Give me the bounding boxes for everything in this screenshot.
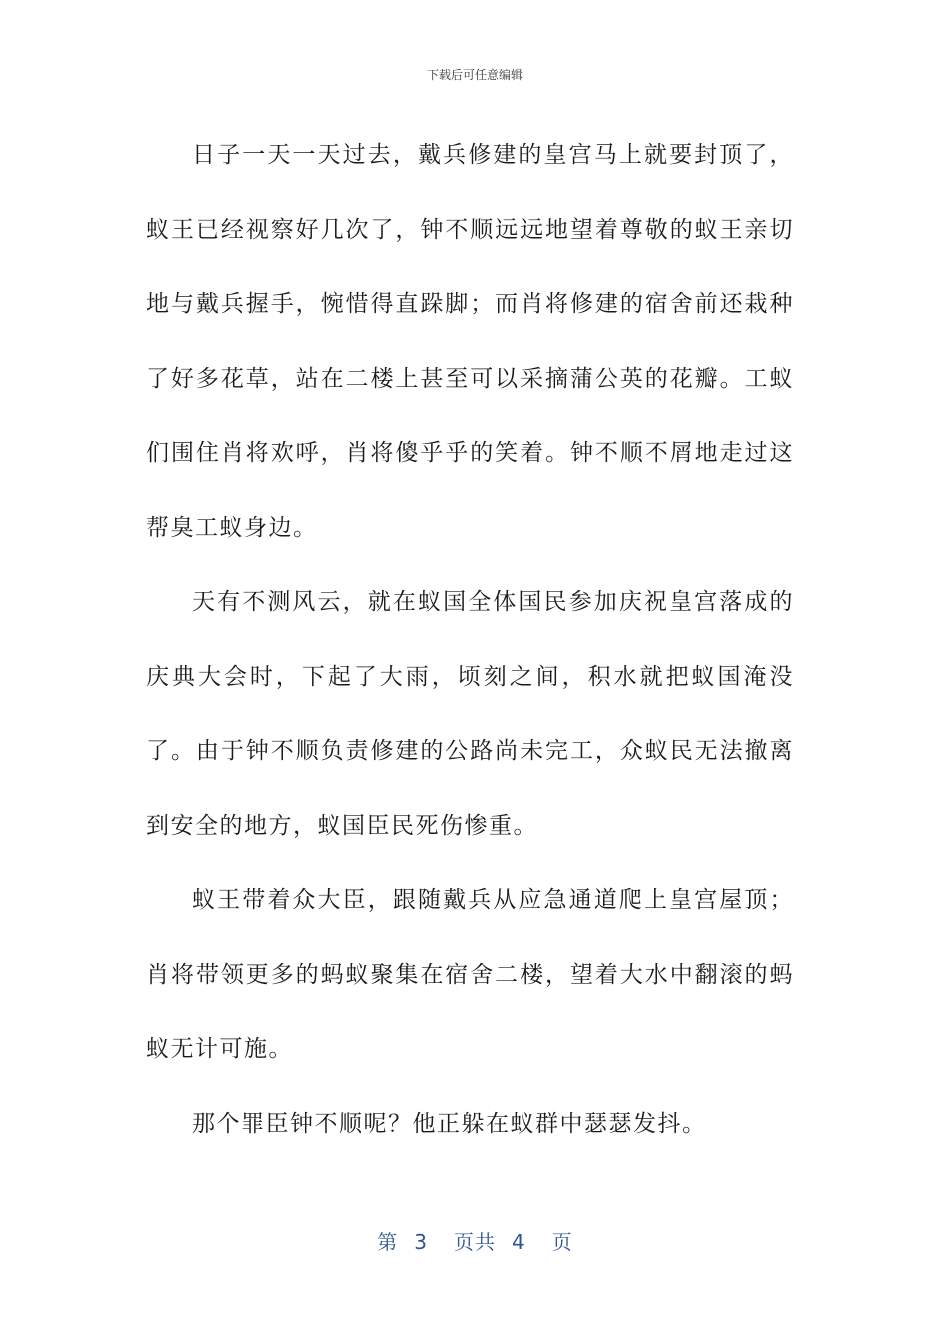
footer-suffix: 页 (551, 1230, 573, 1254)
footer-total-pages: 4 (512, 1230, 526, 1254)
page-header: 下载后可任意编辑 (426, 68, 523, 82)
paragraph: 蚁王带着众大臣，跟随戴兵从应急通道爬上皇宫屋顶；肖将带领更多的蚂蚁聚集在宿舍二楼，望着大水中翻滚的蚂蚁无计可施。 (146, 887, 794, 1062)
footer-middle: 页共 (454, 1230, 496, 1254)
footer-prefix: 第 (377, 1230, 399, 1254)
paragraph: 天有不测风云，就在蚁国全体国民参加庆祝皇宫落成的庆典大会时，下起了大雨，顷刻之间，积水就把蚁国淹没了。由于钟不顺负责修建的公路尚未完工，众蚁民无法撤离到安全的地方，蚁国臣民死伤惨重。 (146, 589, 794, 839)
document-body (146, 118, 794, 1161)
paragraph: 那个罪臣钟不顺呢？他正躲在蚁群中瑟瑟发抖。 (192, 1110, 707, 1137)
paragraph: 日子一天一天过去，戴兵修建的皇宫马上就要封顶了，蚁王已经视察好几次了，钟不顺远远地望着尊敬的蚁王亲切地与戴兵握手，惋惜得直跺脚；而肖将修建的宿舍前还栽种了好多花草，站在二楼上甚至可以采摘蒲公英的花瓣。工蚁们围住肖将欢呼，肖将傻乎乎的笑着。钟不顺不屑地走过这帮臭工蚁身边。 (146, 142, 794, 541)
page-footer (0, 1226, 950, 1255)
footer-page-number: 3 (414, 1230, 428, 1254)
